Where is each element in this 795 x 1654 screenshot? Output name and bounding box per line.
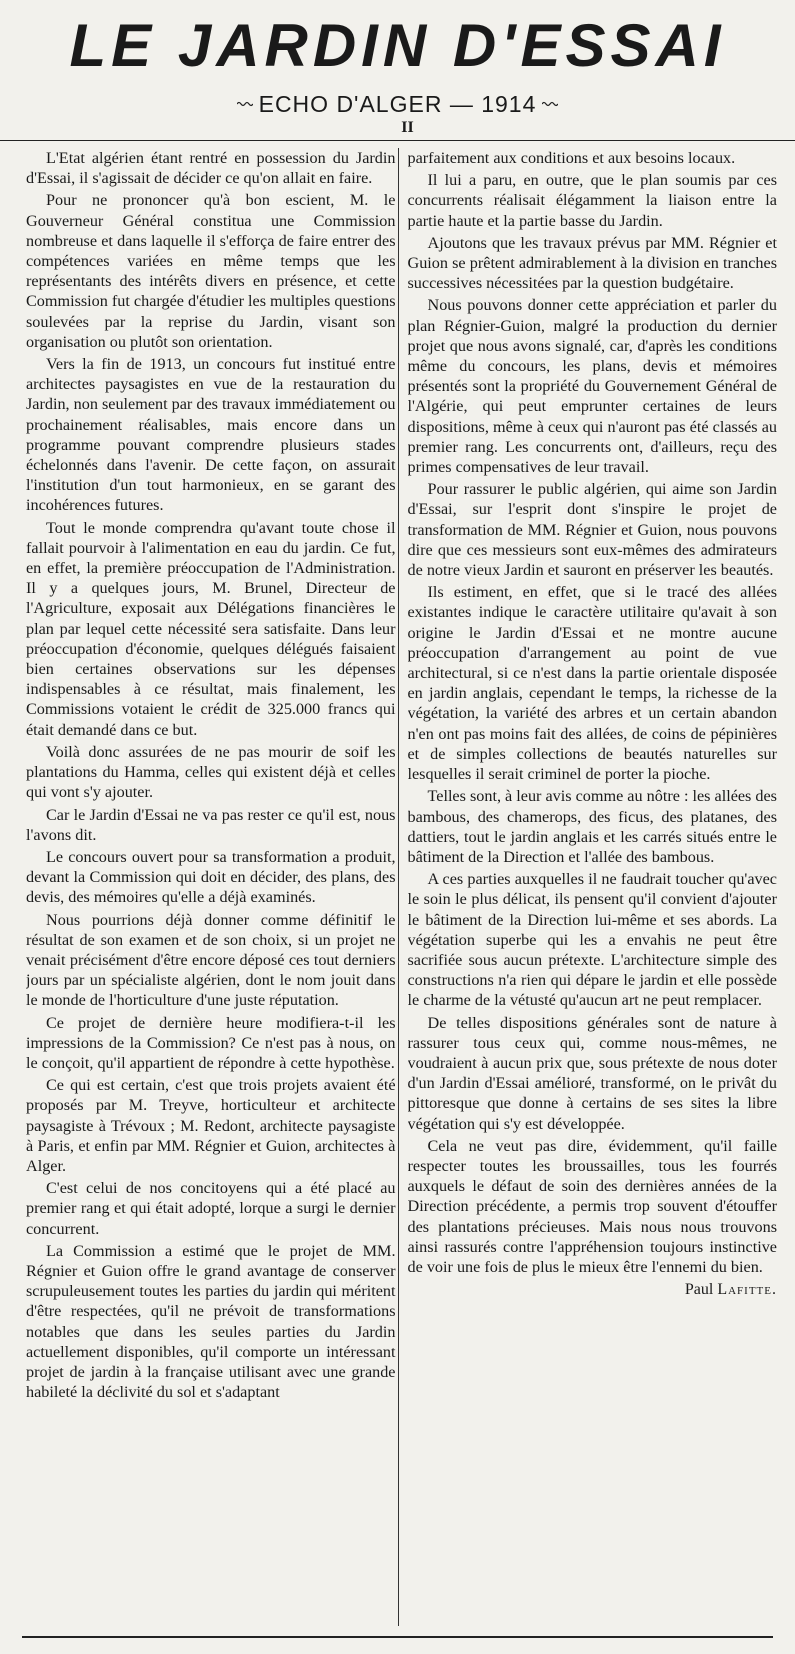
article-body <box>26 148 777 1626</box>
article-paragraph: Car le Jardin d'Essai ne va pas rester ce qu'il est, nous l'avons dit. <box>26 805 396 844</box>
wavy-ornament-left <box>237 101 253 107</box>
column-divider <box>398 148 399 1626</box>
article-paragraph: Ils estiment, en effet, que si le tracé des allées existantes indique le caractère utilitaire qu'avait à son origine le Jardin d'Essai et ne montre aucune préoccupation d'arrangement au point de vue architectural, si ce n'est dans la partie orientale disposée en jardin anglais, cependant le temps, la richesse de la végétation, la variété des arbres et un certain abandon n'en ont pas moins fait des allées, de coins de pépinières et de simples collections de beautés naturelles sur lesquelles il serait criminel de porter la pioche. <box>407 583 777 784</box>
column-right <box>408 148 778 1626</box>
article-source: ECHO D'ALGER — 1914 <box>258 90 537 117</box>
article-paragraph: Ce projet de dernière heure modifiera-t-il les impressions de la Commission? Ce n'est pas à nous, on le conçoit, qu'il appartient de répondre à cette hypothèse. <box>26 1013 396 1072</box>
author-first-name: Paul <box>684 1281 714 1299</box>
article-paragraph: Il lui a paru, en outre, que le plan soumis par ces concurrents réalisait élégamment la liaison entre la partie haute et la partie basse du Jardin. <box>407 171 777 230</box>
article-paragraph: Tout le monde comprendra qu'avant toute chose il fallait pourvoir à l'alimentation en eau du jardin. Ce fut, en effet, la première préoccupation de l'Administration. Il y a quelques jours, M. Brunel, Directeur de l'Agriculture, exposait aux Délégations financières le plan par lequel cette nécessité sera satisfaite. Dans leur préoccupation d'économie, quelques délégués faisaient bien certaines observations sur les dépenses indispensables à ce résultat, mais finalement, les Commissions votaient le crédit de 325.000 francs qui était demandé dans ce but. <box>26 518 396 739</box>
article-paragraph: Voilà donc assurées de ne pas mourir de soif les plantations du Hamma, celles qui existent déjà et celles qui vont s'y ajouter. <box>26 742 396 802</box>
column-right-paragraphs <box>408 148 778 1277</box>
article-paragraph: Ce qui est certain, c'est que trois projets avaient été proposés par M. Treyve, horticulteur et architecte paysagiste à Trévoux ; M. Redont, architecte paysagiste à Paris, et enfin par MM. Régnier et Guion, architectes à Alger. <box>26 1076 396 1175</box>
part-number: II <box>401 119 414 136</box>
article-paragraph: Le concours ouvert pour sa transformation a produit, devant la Commission qui doit en décider, des plans, des devis, des mémoires qu'elle a déjà examinés. <box>26 847 396 907</box>
author-signature <box>408 1280 778 1300</box>
top-rule <box>0 140 795 141</box>
article-paragraph: Vers la fin de 1913, un concours fut institué entre architectes paysagistes en vue de la restauration du Jardin, non seulement par des travaux immédiatement ou prochainement réalisables, mais encore dans un programme pouvant comprendre plusieurs stades échelonnés dans l'avenir. De cette façon, on assurait l'institution d'un tout harmonieux, en se garant des incohérences futures. <box>26 355 396 515</box>
article-paragraph: Cela ne veut pas dire, évidemment, qu'il faille respecter toutes les broussailles, tous les fourrés auxquels le défaut de soin des dernières années de la Direction précédente, a permis trop souvent d'étouffer des plantations précieuses. Mais nous nous trouvons ainsi rassurés contre l'appréhension toujours instinctive de voir une fois de plus le mieux être l'ennemi du bien. <box>407 1136 777 1276</box>
wavy-ornament-right <box>542 101 558 107</box>
article-title: LE JARDIN D'ESSAI <box>69 12 726 79</box>
subtitle-row <box>4 92 791 116</box>
article-paragraph: A ces parties auxquelles il ne faudrait toucher qu'avec le soin le plus délicat, ils pensent qu'il convient d'ajouter le bâtiment de la Direction lui-même et ses abords. La végétation superbe qui les a envahis ne peut être sacrifiée sous aucun prétexte. L'architecture simple des constructions n'a rien qui dépare le jardin et elle possède le charme de la vétusté qu'aucun art ne peut remplacer. <box>407 870 777 1010</box>
article-paragraph: Telles sont, à leur avis comme au nôtre : les allées des bambous, des chamerops, des ficus, des platanes, des dattiers, tout le jardin anglais et les carrés situés entre le bâtiment de la Direction et l'allée des bambous. <box>407 787 777 866</box>
article-paragraph: Nous pouvons donner cette appréciation et parler du plan Régnier-Guion, malgré la production du dernier projet que nous avons signalé, car, d'après les conditions même du concours, les plans, devis et mémoires présentés sont la propriété du Gouvernement Général de l'Algérie, qui peut emprunter certaines de leurs dispositions, même à ceux qui n'auront pas été classés au premier rang. Les concurrents ont, d'ailleurs, reçu des primes compensatives de leur travail. <box>407 296 777 477</box>
article-paragraph: parfaitement aux conditions et aux besoins locaux. <box>407 149 736 167</box>
author-last-name: Lafitte. <box>717 1281 777 1299</box>
article-paragraph: La Commission a estimé que le projet de MM. Régnier et Guion offre le grand avantage de conserver scrupuleusement toutes les parties du jardin qui méritent d'être respectées, qu'il ne prévoit de transformations notables que dans les seules parties du Jardin actuellement disponibles, qu'il comporte un intéressant projet de jardin à la française utilisant avec une grande habileté la déclivité du sol et s'adaptant <box>26 1241 396 1402</box>
article-paragraph: L'Etat algérien étant rentré en possession du Jardin d'Essai, il s'agissait de décider ce qu'on allait en faire. <box>26 149 396 188</box>
article-paragraph: Ajoutons que les travaux prévus par MM. Régnier et Guion se prêtent admirablement à la division en tranches successives nécessitées par la question budgétaire. <box>407 233 777 293</box>
article-paragraph: Pour rassurer le public algérien, qui aime son Jardin d'Essai, sur l'esprit dont s'inspire le projet de transformation de MM. Régnier et Guion, nous pouvons dire que ces messieurs sont eux-mêmes des admirateurs de notre vieux Jardin et sauront en préserver les beautés. <box>407 480 777 580</box>
article-paragraph: Pour ne prononcer qu'à bon escient, M. le Gouverneur Général constitua une Commission nombreuse et dans laquelle il s'efforça de faire entrer des compétences variées en même temps que les représentants des intérêts divers en présence, et cette Commission fut chargée d'étudier les multiples questions soulevées par la reprise du Jardin, visant son organisation ou plutôt son orientation. <box>26 191 396 351</box>
article-paragraph: De telles dispositions générales sont de nature à rassurer tous ceux qui, comme nous-mêmes, ne voudraient à aucun prix que, sous prétexte de nous doter d'un Jardin d'Essai amélioré, transformé, on le privât du pittoresque que donne à certains de ses sites la libre végétation qui s'y est développée. <box>407 1013 777 1133</box>
article-paragraph: Nous pourrions déjà donner comme définitif le résultat de son examen et de son choix, si un projet ne venait précisément d'être encore déposé ces tout derniers jours par un spécialiste algérien, dont le nom jouit dans le monde de l'horticulture d'une juste réputation. <box>26 910 396 1010</box>
bottom-rule <box>22 1636 773 1638</box>
article-paragraph: C'est celui de nos concitoyens qui a été placé au premier rang et qui était adopté, lorque a surgi le dernier concurrent. <box>26 1179 396 1238</box>
column-left <box>26 148 396 1626</box>
